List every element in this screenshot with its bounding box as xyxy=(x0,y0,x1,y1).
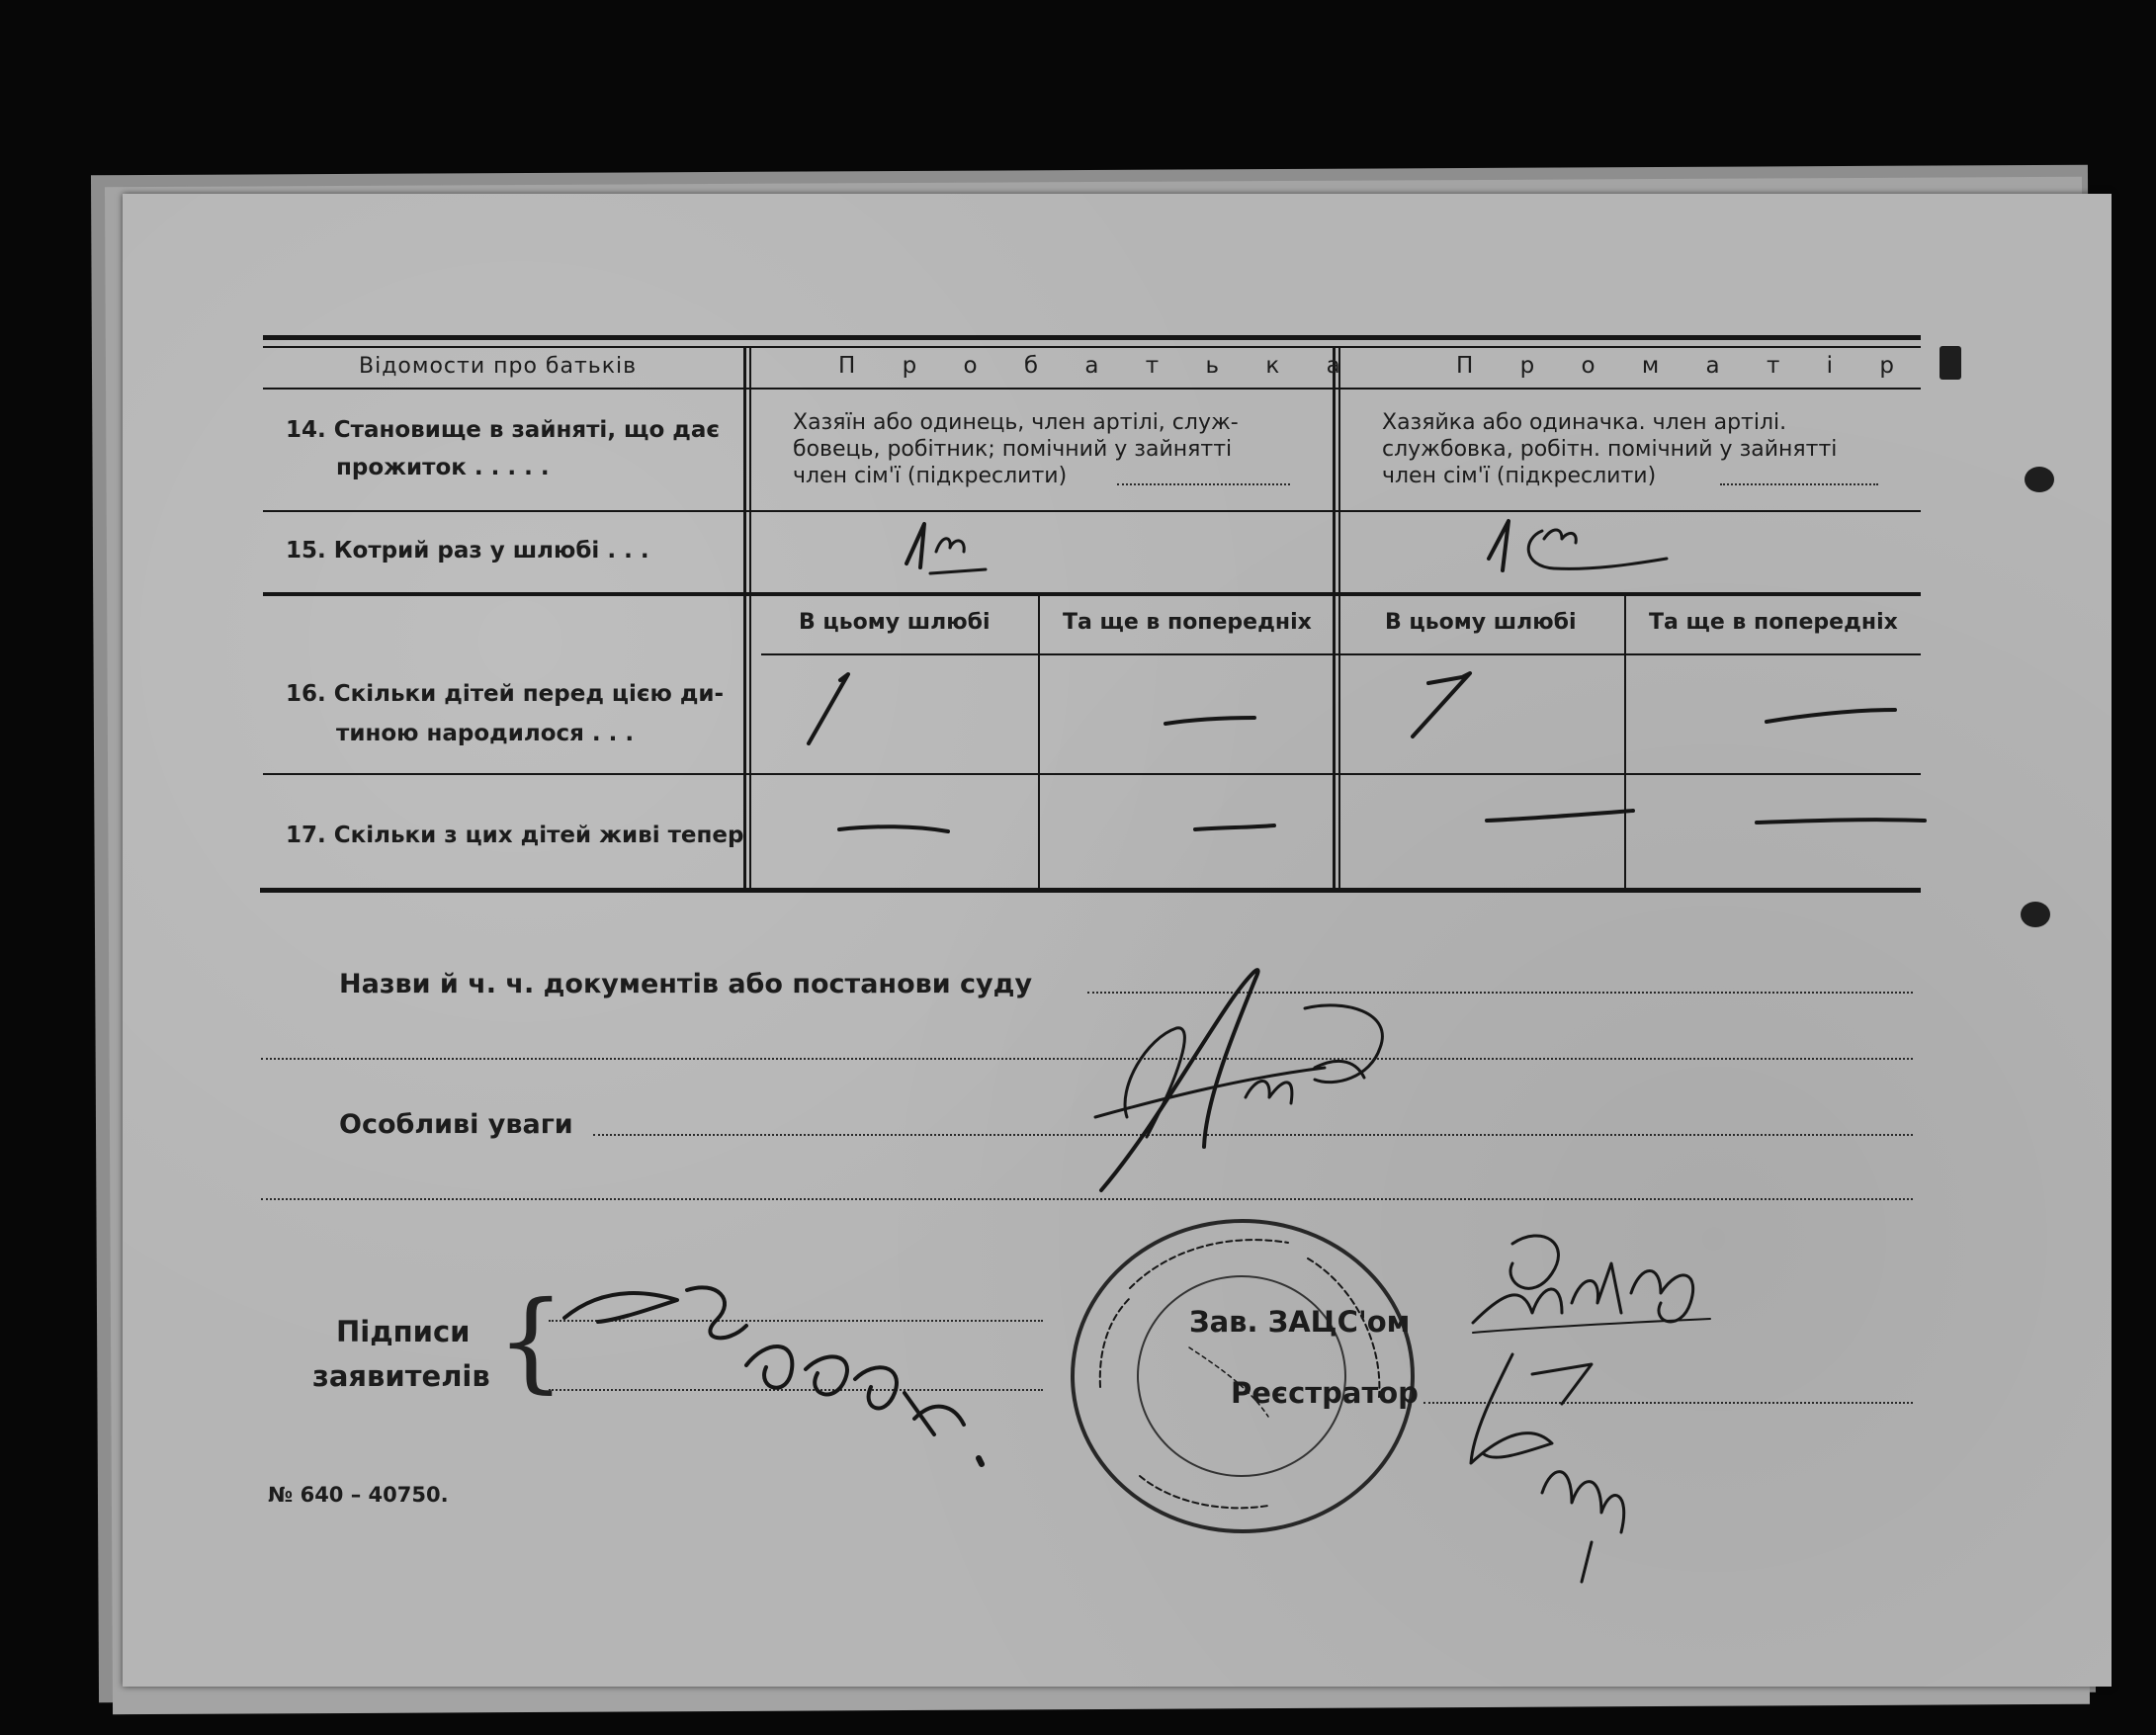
handwritten-one-mother xyxy=(1409,657,1498,746)
subheader-mother-this-marriage: В цьому шлюбі xyxy=(1385,610,1577,635)
header-about-father: П р о б а т ь к а xyxy=(838,353,1360,379)
row-14-father-options: бовець, робітник; помічний у зайнятті xyxy=(793,437,1233,462)
signature-scrawl xyxy=(1087,949,1483,1206)
header-about-mother: П р о м а т і р xyxy=(1456,353,1914,379)
registrar-signature xyxy=(1443,1345,1661,1592)
punch-hole xyxy=(2021,902,2050,927)
handwritten-dash xyxy=(1763,704,1901,734)
row-14-mother-options: член сім'ї (підкреслити) xyxy=(1382,464,1657,488)
row-17-label: 17. Скільки з цих дітей живі тепер xyxy=(286,823,744,848)
punch-hole xyxy=(2025,467,2054,492)
subheader-father-previous: Та ще в попередніх xyxy=(1063,610,1312,635)
remarks-label: Особливі уваги xyxy=(339,1109,573,1140)
row-14-label-cont: прожиток . . . . . xyxy=(336,455,550,480)
stamp-lettering-marks xyxy=(1071,1219,1407,1525)
dotted-line xyxy=(1720,483,1878,485)
handwritten-mother-marriage-count xyxy=(1483,509,1681,588)
documents-label: Назви й ч. ч. документів або постанови суду xyxy=(339,969,1033,999)
handwritten-dash xyxy=(1483,805,1641,828)
row-14-father-options: член сім'ї (підкреслити) xyxy=(793,464,1068,488)
row-16-label: 16. Скільки дітей перед цією ди- xyxy=(286,681,725,707)
handwritten-dash xyxy=(835,820,954,839)
header-parents-info: Відомости про батьків xyxy=(359,354,638,379)
handwritten-dash xyxy=(1162,712,1260,732)
handwritten-dash xyxy=(1753,813,1931,832)
applicants-signatures-label-cont: заявителів xyxy=(312,1359,490,1393)
subheader-father-this-marriage: В цьому шлюбі xyxy=(799,610,991,635)
head-of-registry-label: Зав. ЗАЦС'ом xyxy=(1189,1305,1411,1339)
applicants-signatures-label: Підписи xyxy=(336,1315,471,1348)
row-15-label: 15. Котрий раз у шлюбі . . . xyxy=(286,538,649,564)
row-14-father-options: Хазяїн або одинець, член артілі, служ- xyxy=(793,410,1239,435)
form-number: № 640 – 40750. xyxy=(268,1483,449,1507)
row-14-mother-options: службовка, робітн. помічний у зайнятті xyxy=(1382,437,1838,462)
subheader-mother-previous: Та ще в попередніх xyxy=(1649,610,1898,635)
row-14-mother-options: Хазяйка або одиначка. член артілі. xyxy=(1382,410,1787,435)
handwritten-dash xyxy=(1191,820,1280,839)
row-14-label: 14. Становище в зайняті, що дає xyxy=(286,417,721,443)
brace: { xyxy=(496,1277,565,1404)
handwritten-one-father xyxy=(801,662,880,751)
punch-hole xyxy=(1940,346,1961,380)
applicant-signature xyxy=(559,1270,993,1468)
handwritten-father-marriage-count xyxy=(895,516,1013,585)
row-16-label-cont: тиною народилося . . . xyxy=(336,721,635,746)
head-signature xyxy=(1463,1224,1720,1352)
dotted-line xyxy=(1117,483,1290,485)
registrar-label: Реєстратор xyxy=(1231,1376,1419,1410)
